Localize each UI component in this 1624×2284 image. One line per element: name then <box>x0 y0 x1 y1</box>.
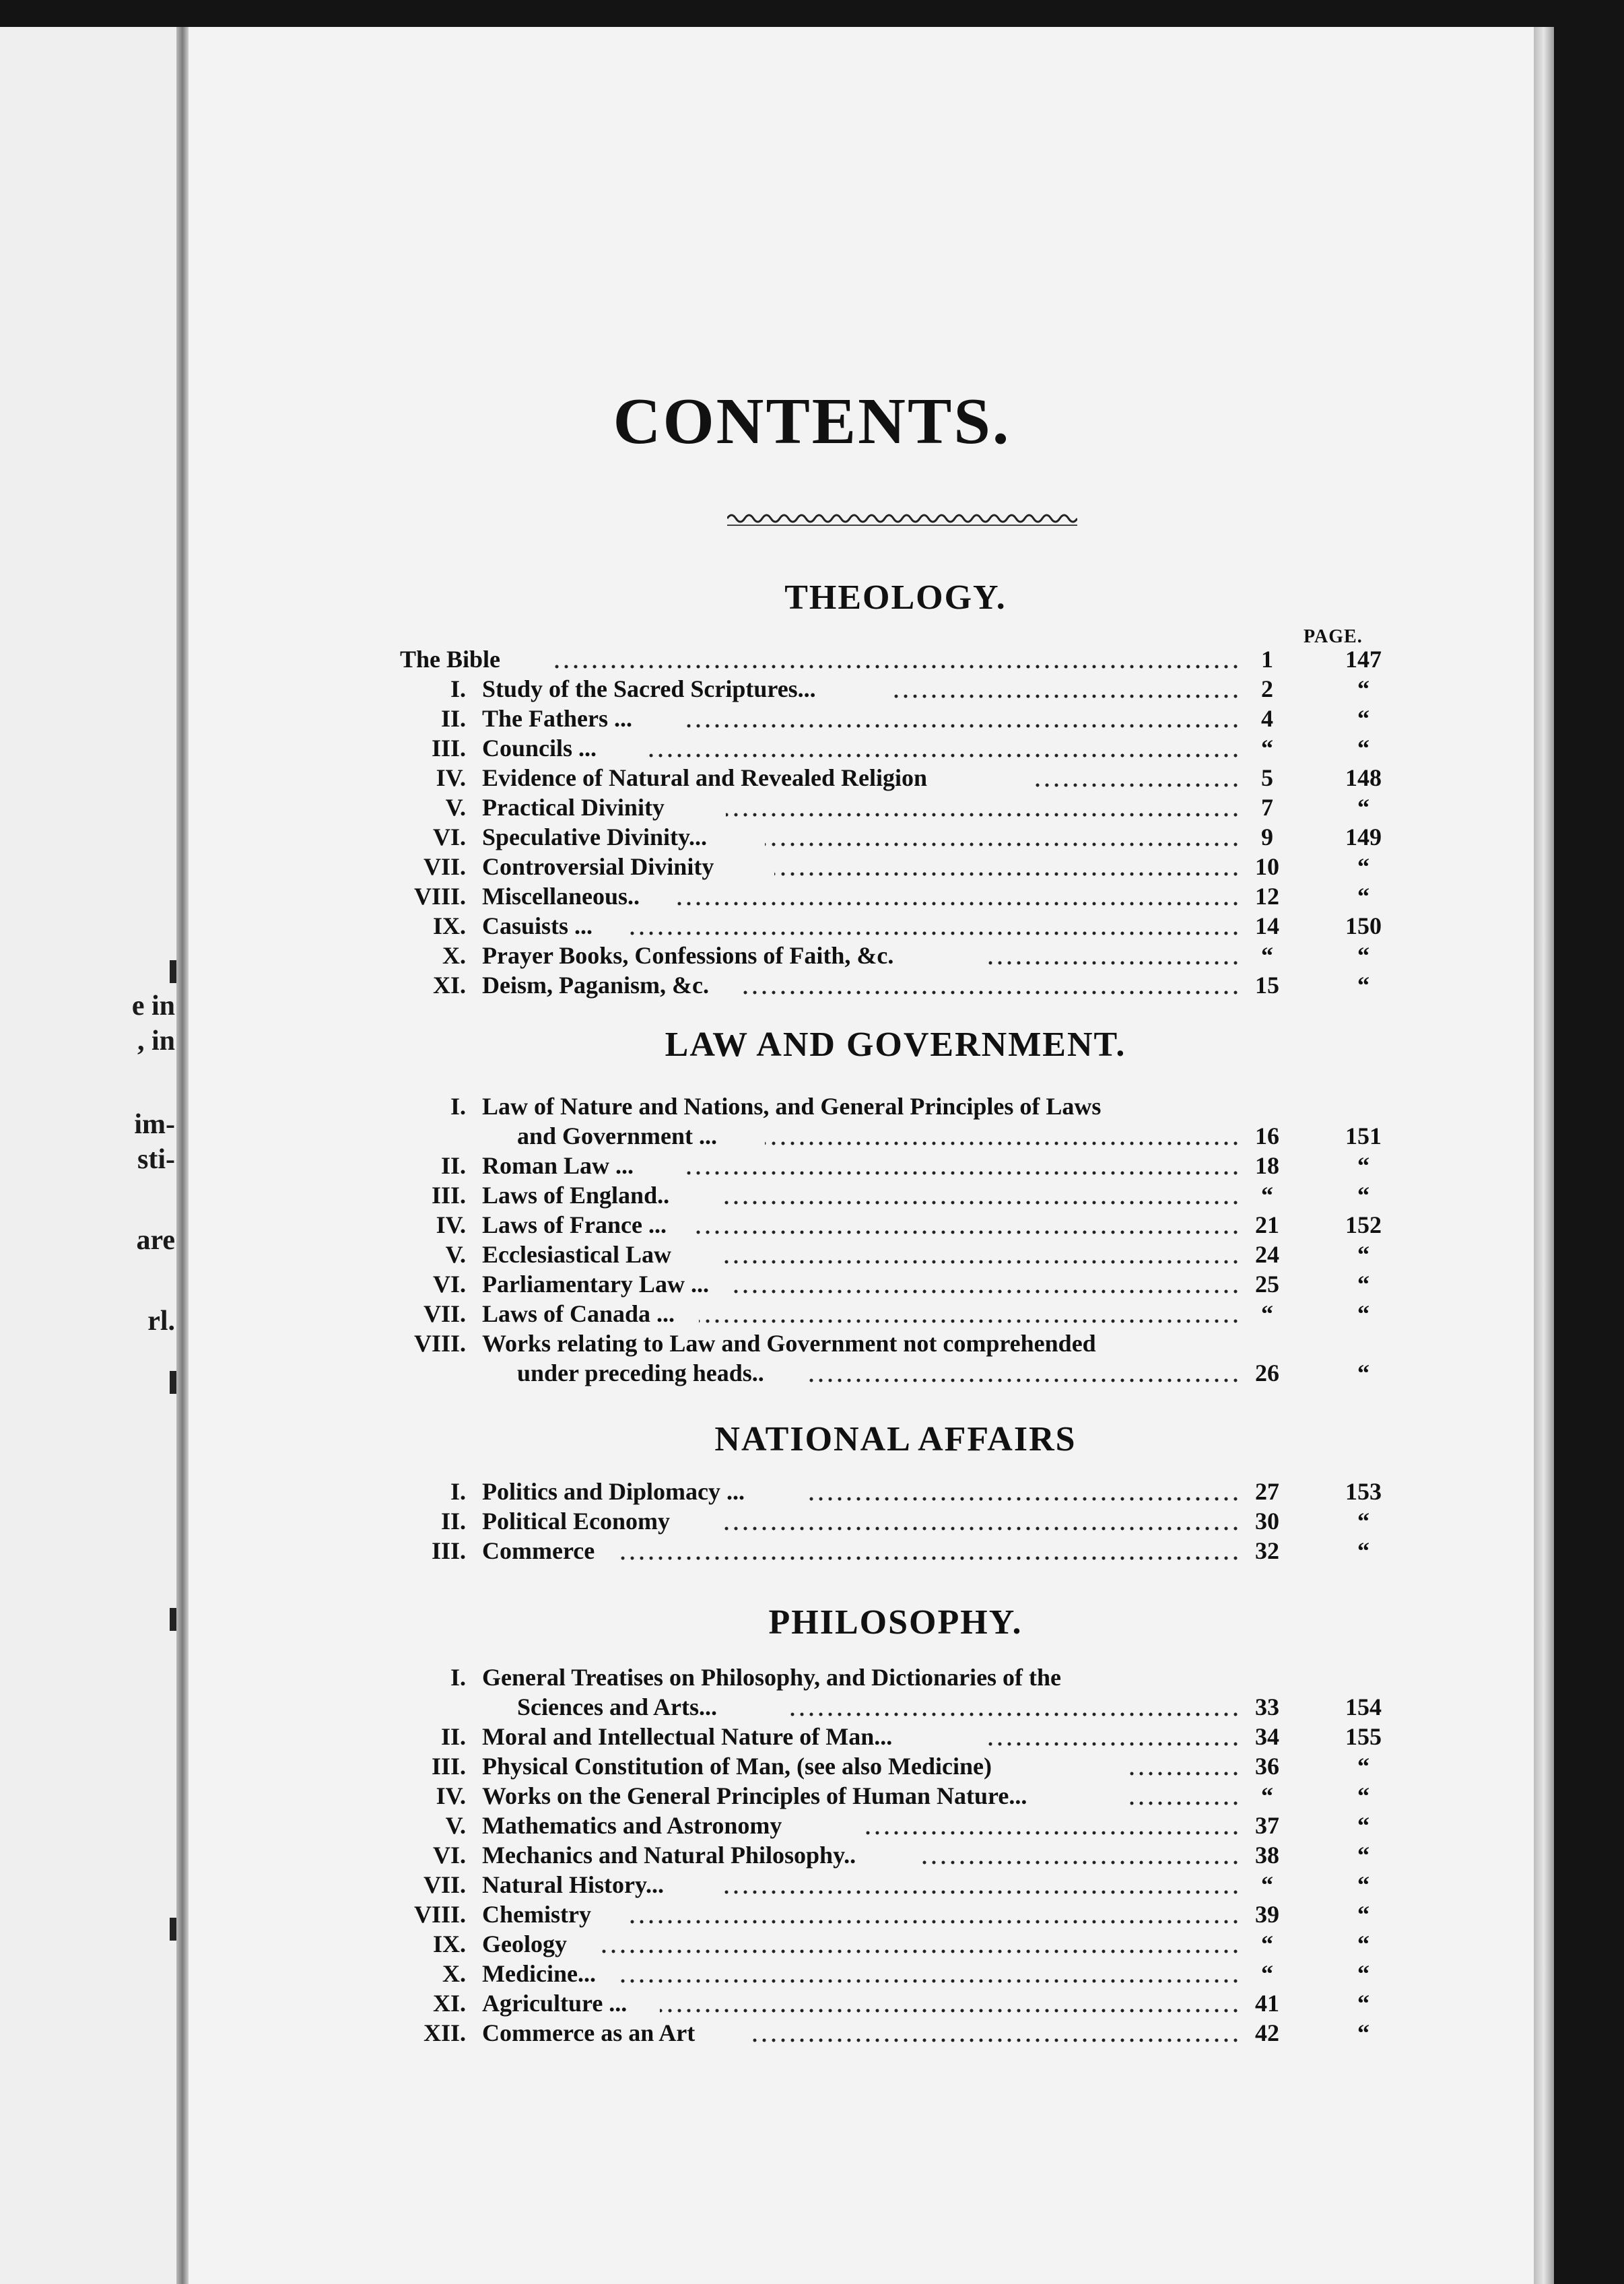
section-heading-law-and-government: LAW AND GOVERNMENT. <box>665 1026 1126 1064</box>
contents-row: III. Commerce 32 “ <box>431 1537 1369 1564</box>
contents-row: VIII. Chemistry 39 “ <box>413 1901 1369 1928</box>
fragment-text: sti- <box>137 1144 175 1175</box>
contents-row: VIII. Works relating to Law and Government not comprehended <box>413 1330 1096 1357</box>
contents-row: I. Law of Nature and Nations, and General Principles of Laws <box>450 1093 1102 1120</box>
fragment-text: rl. <box>147 1306 175 1337</box>
page-title: CONTENTS. <box>613 385 1011 458</box>
contents-row: II. Political Economy 30 “ <box>440 1508 1369 1535</box>
contents-row: IV. Works on the General Principles of Human Nature... “ “ <box>436 1782 1369 1809</box>
contents-row: VII. Laws of Canada ... “ “ <box>423 1300 1369 1327</box>
fragment-text: e in <box>131 990 175 1021</box>
section-heading-national-affairs: NATIONAL AFFAIRS <box>714 1420 1077 1458</box>
contents-row: II. Roman Law ... 18 “ <box>440 1152 1369 1179</box>
contents-row: X. Medicine... “ “ <box>442 1960 1369 1987</box>
contents-row: VI. Parliamentary Law ... 25 “ <box>432 1271 1369 1298</box>
contents-row: VI. Mechanics and Natural Philosophy.. 38 “ <box>432 1842 1369 1869</box>
contents-row: IV. Laws of France ... 21 152 <box>436 1211 1382 1238</box>
contents-row: IV. Evidence of Natural and Revealed Religion 5 148 <box>436 764 1382 791</box>
contents-row: X. Prayer Books, Confessions of Faith, &c. “ “ <box>442 942 1369 969</box>
contents-row: XII. Commerce as an Art 42 “ <box>423 2019 1369 2046</box>
page-column-label: PAGE. <box>1304 626 1363 647</box>
contents-row: under preceding heads.. 26 “ <box>517 1359 1369 1386</box>
contents-row: III. Councils ... “ “ <box>431 735 1369 762</box>
contents-row: IX. Geology “ “ <box>432 1930 1369 1957</box>
section-heading-theology: THEOLOGY. <box>784 578 1007 617</box>
contents-row: III. Laws of England.. “ “ <box>431 1182 1369 1209</box>
contents-row: VI. Speculative Divinity... 9 149 <box>432 824 1382 850</box>
wavy-rule-ornament <box>727 509 1077 529</box>
fragment-text: im- <box>134 1109 175 1140</box>
fragment-text: , in <box>137 1026 175 1056</box>
contents-row: I. Politics and Diplomacy ... 27 153 <box>450 1478 1382 1505</box>
contents-row: Sciences and Arts... 33 154 <box>517 1693 1382 1720</box>
scan-border-top <box>0 0 1624 27</box>
fragment-text: are <box>136 1225 175 1256</box>
contents-row: V. Practical Divinity 7 “ <box>445 794 1369 821</box>
contents-row: The Bible 1 147 <box>400 646 1382 673</box>
contents-row: VIII. Miscellaneous.. 12 “ <box>413 883 1369 910</box>
contents-row: III. Physical Constitution of Man, (see also Medicine) 36 “ <box>431 1753 1369 1780</box>
section-heading-philosophy: PHILOSOPHY. <box>768 1603 1023 1642</box>
contents-row: II. Moral and Intellectual Nature of Man... 34 155 <box>440 1723 1382 1750</box>
contents-row: IX. Casuists ... 14 150 <box>432 912 1382 939</box>
contents-row: I. Study of the Sacred Scriptures... 2 “ <box>450 675 1369 702</box>
contents-row: VII. Controversial Divinity 10 “ <box>423 853 1369 880</box>
contents-row: I. General Treatises on Philosophy, and Dictionaries of the <box>450 1664 1062 1691</box>
contents-row: II. The Fathers ... 4 “ <box>440 705 1369 732</box>
contents-row: XI. Deism, Paganism, &c. 15 “ <box>432 972 1369 999</box>
contents-row: and Government ... 16 151 <box>517 1122 1382 1149</box>
contents-row: VII. Natural History... “ “ <box>423 1871 1369 1898</box>
contents-row: V. Ecclesiastical Law 24 “ <box>445 1241 1369 1268</box>
contents-row: V. Mathematics and Astronomy 37 “ <box>445 1812 1369 1839</box>
contents-row: XI. Agriculture ... 41 “ <box>432 1990 1369 2017</box>
